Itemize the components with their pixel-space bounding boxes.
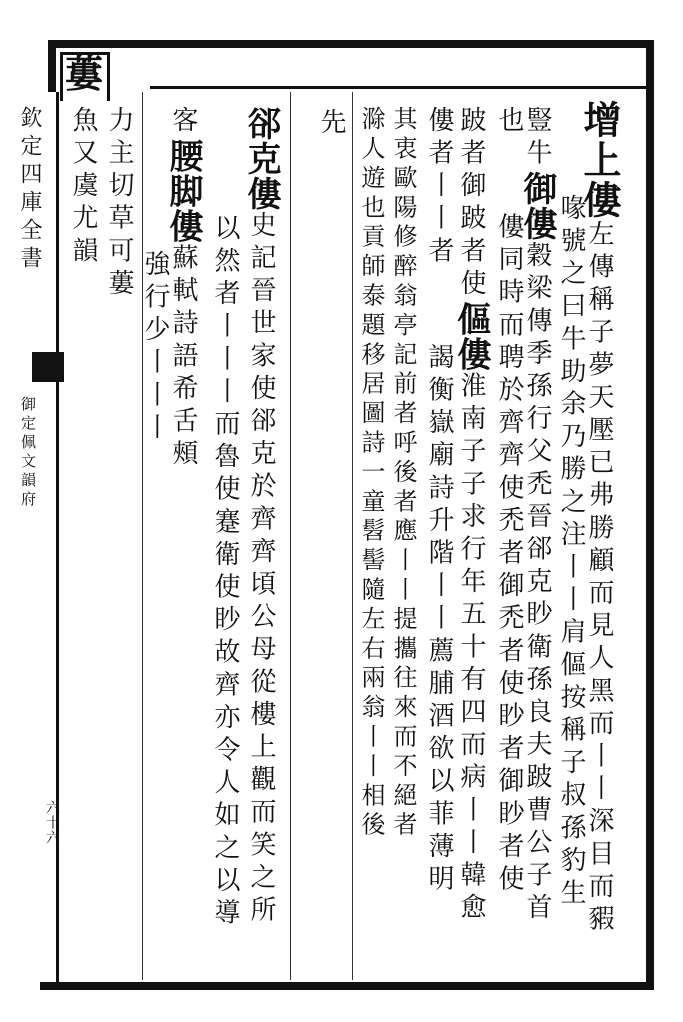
frame-top-border — [48, 40, 654, 48]
headword: 御僂 — [517, 171, 557, 242]
column-text: 其衷歐陽修醉翁亭記前者呼後者應丨丨提攜往來而不絕者 — [389, 106, 417, 841]
text-column-15 — [68, 106, 98, 269]
column-text: 也 — [494, 106, 524, 139]
column-text: 滁人遊也貢師泰題移居圖詩一童髫髻隨左右兩翁丨丨相後 — [357, 106, 385, 841]
margin-book-title: 御定佩文韻府 — [19, 396, 37, 510]
text-column-14 — [104, 106, 134, 302]
column-text: 客 — [168, 106, 198, 139]
column-text: 豎牛 — [522, 106, 552, 172]
column-text: 謁衡嶽廟詩升階丨丨薦脯酒欲以菲薄明 — [424, 343, 454, 898]
headword: 郤克僂 — [241, 106, 281, 211]
column-text: 魚又虞尤韻 — [68, 106, 98, 269]
text-column-3 — [517, 106, 557, 926]
column-text: 僂者丨丨者 — [424, 106, 454, 269]
column-rule — [290, 92, 291, 980]
text-column-7 — [388, 106, 418, 841]
fish-tail-mark — [32, 352, 64, 382]
margin-title: 欽定四庫全書 — [17, 106, 42, 274]
column-text: 穀梁傳季孫行父禿晉郤克眇衛孫良夫跛曹公子首 — [522, 241, 552, 926]
column-text: 強行少丨丨丨 — [140, 250, 170, 446]
frame-bottom-border — [40, 982, 654, 990]
column-text: 力主切草可蔞 — [104, 106, 134, 302]
text-column-10 — [241, 106, 281, 929]
frame-left-border — [48, 40, 56, 92]
frame-right-border — [646, 40, 654, 990]
headword: 增上僂 — [577, 100, 622, 220]
column-text: 喙號之曰牛助余乃勝之注丨丨肩傴按稱子叔孫豹生 — [556, 194, 586, 912]
text-column-12 — [163, 106, 203, 472]
text-column-1 — [577, 100, 622, 938]
headword: 腰脚僂 — [163, 138, 203, 244]
frame-left-rule — [56, 92, 59, 982]
column-text: 史記晉世家使郤克於齊齊頃公母從樓上觀而笑之所 — [246, 211, 276, 929]
text-column-5 — [451, 106, 491, 926]
headword: 傴僂 — [451, 301, 491, 372]
text-column-9 — [316, 108, 346, 141]
head-character: 蔞 — [64, 51, 103, 96]
column-text: 淮南子子求行年五十有四而病丨丨韓愈 — [456, 371, 486, 926]
column-text: 先 — [316, 108, 346, 141]
column-rule — [142, 92, 143, 980]
column-text: 左傳稱子夢天壓已弗勝顧而見人黑而丨丨深目而豭 — [584, 220, 614, 938]
text-column-4 — [494, 106, 524, 897]
text-column-11 — [210, 214, 240, 931]
column-text: 僂同時而聘於齊齊使禿者御禿者使眇者御眇者使 — [494, 212, 524, 898]
column-text: 蘇軾詩語希舌頰 — [168, 243, 198, 472]
column-text: 以然者丨丨丨而魯使蹇衛使眇故齊亦令人如之以導 — [210, 214, 240, 932]
margin-page-number: 六十六 — [44, 800, 60, 845]
frame-inner-top-rule — [150, 86, 654, 89]
text-column-6 — [424, 106, 454, 897]
text-column-2 — [556, 194, 586, 911]
column-text: 跛者御跛者使 — [456, 106, 486, 302]
text-column-13 — [140, 250, 170, 446]
column-rule — [352, 92, 353, 980]
text-column-8 — [356, 106, 386, 841]
